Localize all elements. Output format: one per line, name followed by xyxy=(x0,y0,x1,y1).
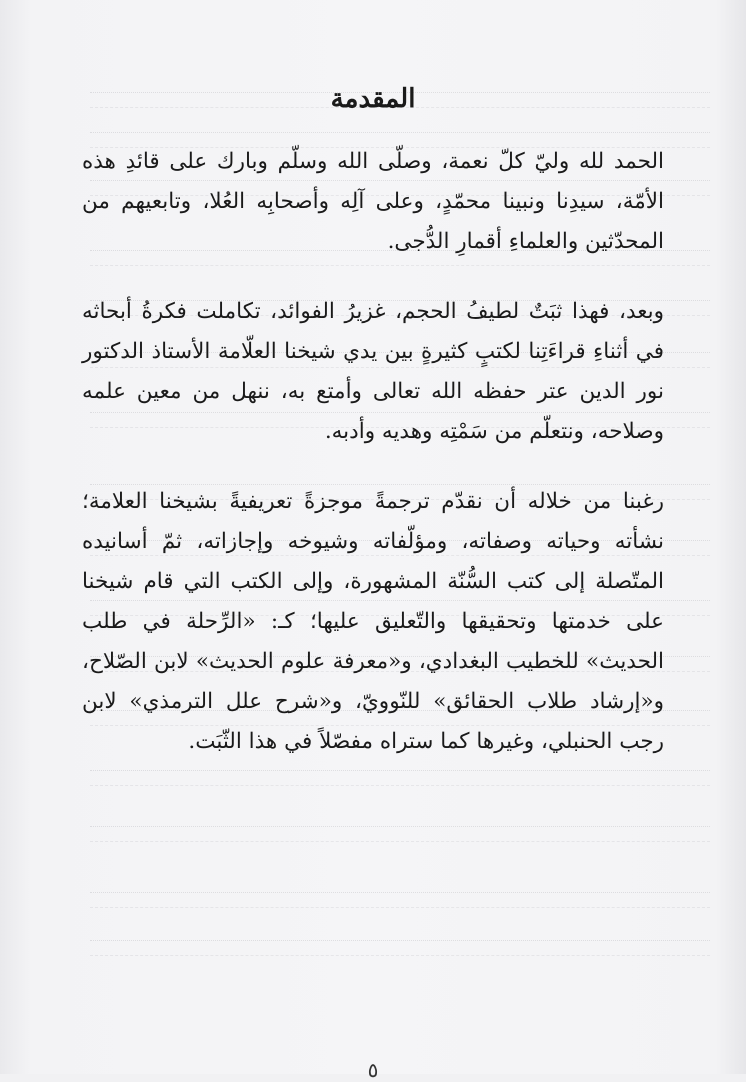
bleed-through-line xyxy=(90,940,710,956)
body-text xyxy=(82,142,664,762)
page-number: ٥ xyxy=(367,1058,379,1082)
paragraph-contents: رغبنا من خلاله أن نقدّم ترجمةً موجزةً تعريفيةً بشيخنا العلامة؛ نشأته وحياته وصفاته، ومؤلّفاته وشيوخه وإجازاته، ثمّ أسانيده المتّصلة إلى كتب السُّنّة المشهورة، وإلى الكتب التي قام شيخنا على خدمتها وتحقيقها والتّعليق عليها؛ كـ: «الرِّحلة في طلب الحديث» للخطيب البغدادي، و«معرفة علوم الحديث» لابن الصّلاح، و«إرشاد طلاب الحقائق» للنّوويّ، و«شرح علل الترمذي» لابن رجب الحنبلي، وغيرها كما ستراه مفصّلاً في هذا الثّبَت. xyxy=(82,489,664,754)
bleed-through-line xyxy=(90,892,710,908)
bleed-through-line xyxy=(90,826,710,842)
paragraph-opening-praise: الحمد لله وليّ كلّ نعمة، وصلّى الله وسلّم وبارك على قائدِ هذه الأمّة، سيدِنا ونبينا محمّدٍ، وعلى آلِه وأصحابِه العُلا، وتابعيهم من المحدّثين والعلماءِ أقمارِ الدُّجى. xyxy=(82,149,664,254)
paragraph-about-thabat: وبعد، فهذا ثبَتٌ لطيفُ الحجم، غزيرُ الفوائد، تكاملت فكرةُ أبحاثه في أثناءِ قراءَتِنا لكتبٍ كثيرةٍ بين يدي شيخنا العلّامة الأستاذ الدكتور نور الدين عتر حفظه الله تعالى وأمتع به، ننهل من معين علمه وصلاحه، ونتعلّم من سَمْتِه وهديه وأدبه. xyxy=(82,299,664,444)
bleed-through-line xyxy=(90,770,710,786)
page-title: المقدمة xyxy=(330,84,416,114)
